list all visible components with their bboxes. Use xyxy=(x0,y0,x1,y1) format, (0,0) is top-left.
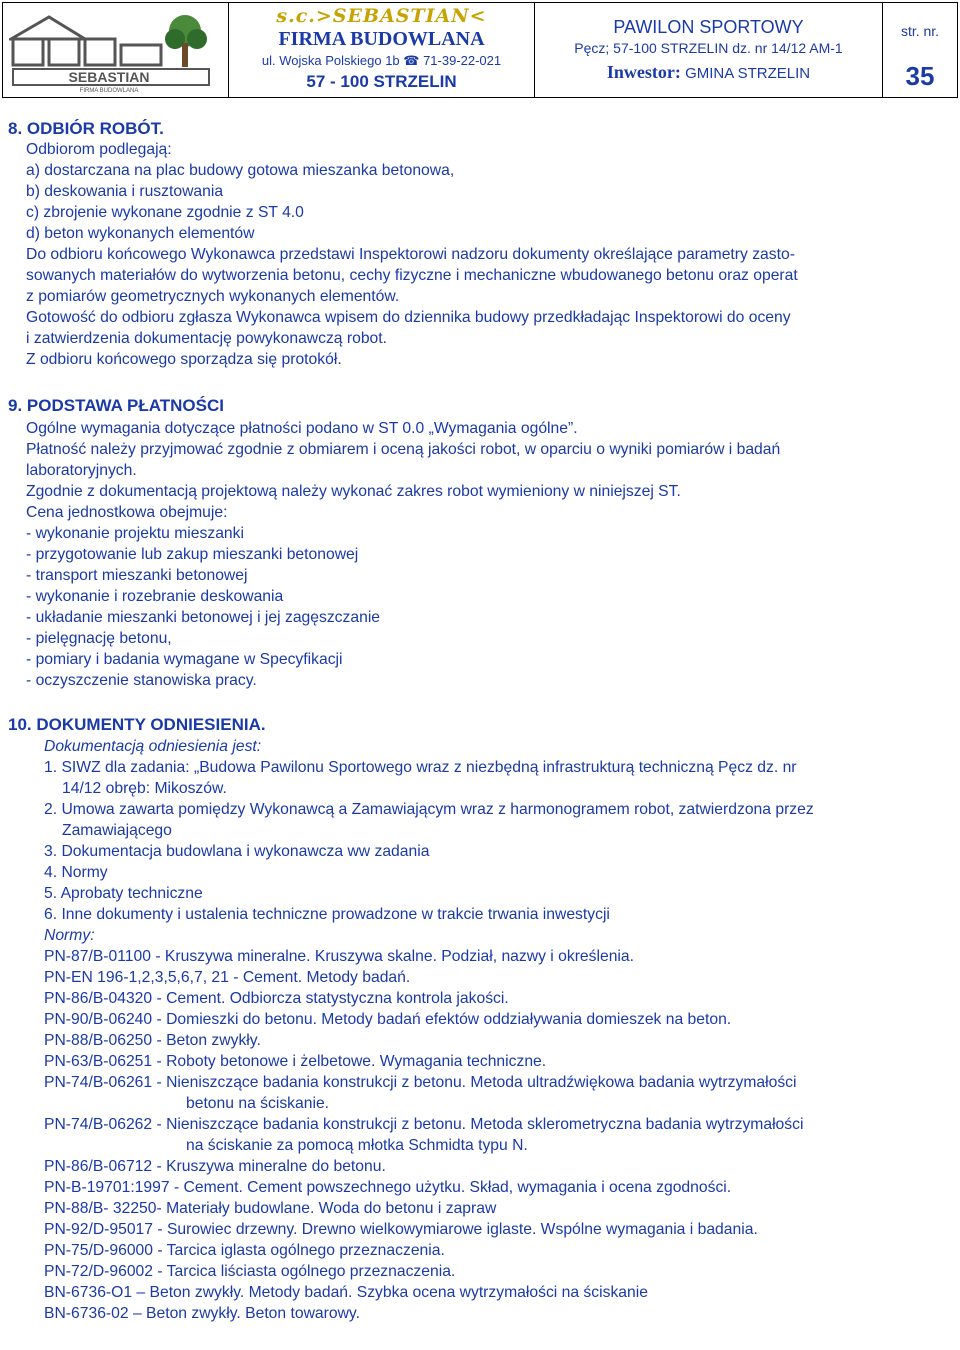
text-line: PN-86/B-06712 - Kruszywa mineralne do betonu. xyxy=(44,1158,386,1175)
company-cell xyxy=(229,3,535,97)
text-line: i zatwierdzenia dokumentację powykonawczą robot. xyxy=(26,330,388,347)
text-line: PN-87/B-01100 - Kruszywa mineralne. Kruszywa skalne. Podział, nazwy i określenia. xyxy=(44,948,634,965)
company-address: ul. Wojska Polskiego 1b ☎ 71-39-22-021 xyxy=(261,53,502,68)
text-line: Zgodnie z dokumentacją projektową należy wykonać zakres robot wymieniony w niniejszej ST. xyxy=(26,483,681,500)
text-line: PN-88/B-06250 - Beton zwykły. xyxy=(44,1032,261,1049)
project-title: PAWILON SPORTOWY xyxy=(613,17,804,37)
investor-label: Inwestor: xyxy=(606,62,681,82)
text-line: PN-74/B-06262 - Nieniszczące badania konstrukcji z betonu. Metoda sklerometryczna badania wytrzymałości xyxy=(44,1116,804,1133)
text-line: Odbiorom podlegają: xyxy=(26,141,172,158)
text-line: Cena jednostkowa obejmuje: xyxy=(26,504,228,521)
logo-subtext: FIRMA BUDOWLANA xyxy=(79,88,139,93)
company-city: 57 - 100 STRZELIN xyxy=(306,72,457,91)
text-line: - transport mieszanki betonowej xyxy=(26,567,248,584)
text-line: PN-90/B-06240 - Domieszki do betonu. Metody badań efektów oddziaływania domieszek na beton. xyxy=(44,1011,732,1028)
text-line: Z odbioru końcowego sporządza się protokół. xyxy=(26,351,342,368)
text-line: PN-74/B-06261 - Nieniszczące badania konstrukcji z betonu. Metoda ultradźwiękowa badania wytrzymałości xyxy=(44,1074,797,1091)
text-line: Gotowość do odbioru zgłasza Wykonawca wpisem do dziennika budowy przedkładając Inspektorowi do oceny xyxy=(26,309,791,326)
logo-wordmark: SEBASTIAN xyxy=(68,69,150,85)
text-line: - pielęgnację betonu, xyxy=(26,630,172,647)
project-cell xyxy=(535,3,883,97)
text-line: - przygotowanie lub zakup mieszanki betonowej xyxy=(26,546,359,563)
text-line: PN-92/D-95017 - Surowiec drzewny. Drewno wielkowymiarowe iglaste. Wspólne wymagania i badania. xyxy=(44,1221,758,1238)
text-line: 14/12 obręb: Mikoszów. xyxy=(62,780,227,797)
text-line: Płatność należy przyjmować zgodnie z obmiarem i oceną jakości robot, w oparciu o wyniki pomiarów i badań xyxy=(26,441,781,458)
text-line: na ściskanie za pomocą młotka Schmidta typu N. xyxy=(186,1137,528,1154)
company-logo xyxy=(9,9,223,93)
text-line: z pomiarów geometrycznych wykonanych elementów. xyxy=(26,288,400,305)
text-line: PN-EN 196-1,2,3,5,6,7, 21 - Cement. Metody badań. xyxy=(44,969,411,986)
text-line: PN-B-19701:1997 - Cement. Cement powszechnego użytku. Skład, wymagania i ocena zgodności. xyxy=(44,1179,732,1196)
section-heading: 8. ODBIÓR ROBÓT. xyxy=(8,119,164,138)
logo-cell xyxy=(3,3,229,97)
text-line: - układanie mieszanki betonowej i jej zagęszczanie xyxy=(26,609,381,626)
text-line: 1. SIWZ dla zadania: „Budowa Pawilonu Sportowego wraz z niezbędną infrastrukturą techniczną Pęcz dz. nr xyxy=(44,759,797,776)
investor-value: GMINA STRZELIN xyxy=(685,65,811,82)
company-tag: s.c.>SEBASTIAN< xyxy=(276,5,487,27)
text-line: sowanych materiałów do wytworzenia betonu, cechy fizyczne i mechaniczne wbudowanego betonu oraz operat xyxy=(26,267,798,284)
text-line: - pomiary i badania wymagane w Specyfikacji xyxy=(26,651,343,668)
text-line: Zamawiającego xyxy=(62,822,172,839)
text-line: d) beton wykonanych elementów xyxy=(26,225,255,242)
text-line: b) deskowania i rusztowania xyxy=(26,183,224,200)
page-label: str. nr. xyxy=(900,23,940,39)
page-number: 35 xyxy=(905,61,935,91)
text-line: BN-6736-O1 – Beton zwykły. Metody badań. Szybka ocena wytrzymałości na ściskanie xyxy=(44,1284,648,1301)
text-line: a) dostarczana na plac budowy gotowa mieszanka betonowa, xyxy=(26,162,455,179)
text-line: 2. Umowa zawarta pomiędzy Wykonawcą a Zamawiającym wraz z harmonogramem robot, zatwierdzona przez xyxy=(44,801,814,818)
page-number-cell xyxy=(883,3,957,97)
company-name: FIRMA BUDOWLANA xyxy=(278,28,485,50)
text-line: Do odbioru końcowego Wykonawca przedstawi Inspektorowi nadzoru dokumenty określające parametry zasto- xyxy=(26,246,795,263)
text-line: laboratoryjnych. xyxy=(26,462,137,479)
text-line: BN-6736-02 – Beton zwykły. Beton towarowy. xyxy=(44,1305,360,1322)
text-line: c) zbrojenie wykonane zgodnie z ST 4.0 xyxy=(26,204,304,221)
investor-line xyxy=(535,62,882,83)
project-location: Pęcz; 57-100 STRZELIN dz. nr 14/12 AM-1 xyxy=(574,40,843,56)
text-line: Normy: xyxy=(44,927,95,944)
text-line: PN-86/B-04320 - Cement. Odbiorcza statystyczna kontrola jakości. xyxy=(44,990,509,1007)
text-line: - wykonanie i rozebranie deskowania xyxy=(26,588,284,605)
text-line: - oczyszczenie stanowiska pracy. xyxy=(26,672,257,689)
section-heading: 9. PODSTAWA PŁATNOŚCI xyxy=(8,396,224,415)
text-line: PN-75/D-96000 - Tarcica iglasta ogólnego przeznaczenia. xyxy=(44,1242,445,1259)
text-line: 6. Inne dokumenty i ustalenia techniczne prowadzone w trakcie trwania inwestycji xyxy=(44,906,610,923)
text-line: - wykonanie projektu mieszanki xyxy=(26,525,244,542)
section-heading: 10. DOKUMENTY ODNIESIENIA. xyxy=(8,715,266,734)
text-line: 4. Normy xyxy=(44,864,108,881)
text-line: PN-72/D-96002 - Tarcica liściasta ogólnego przeznaczenia. xyxy=(44,1263,456,1280)
text-line: 3. Dokumentacja budowlana i wykonawcza ww zadania xyxy=(44,843,430,860)
text-line: 5. Aprobaty techniczne xyxy=(44,885,203,902)
text-line: Dokumentacją odniesienia jest: xyxy=(44,738,262,755)
text-line: betonu na ściskanie. xyxy=(186,1095,330,1112)
text-line: PN-88/B- 32250- Materiały budowlane. Woda do betonu i zapraw xyxy=(44,1200,497,1217)
text-line: PN-63/B-06251 - Roboty betonowe i żelbetowe. Wymagania techniczne. xyxy=(44,1053,547,1070)
page-header xyxy=(2,2,958,98)
text-line: Ogólne wymagania dotyczące płatności podano w ST 0.0 „Wymagania ogólne”. xyxy=(26,420,578,437)
